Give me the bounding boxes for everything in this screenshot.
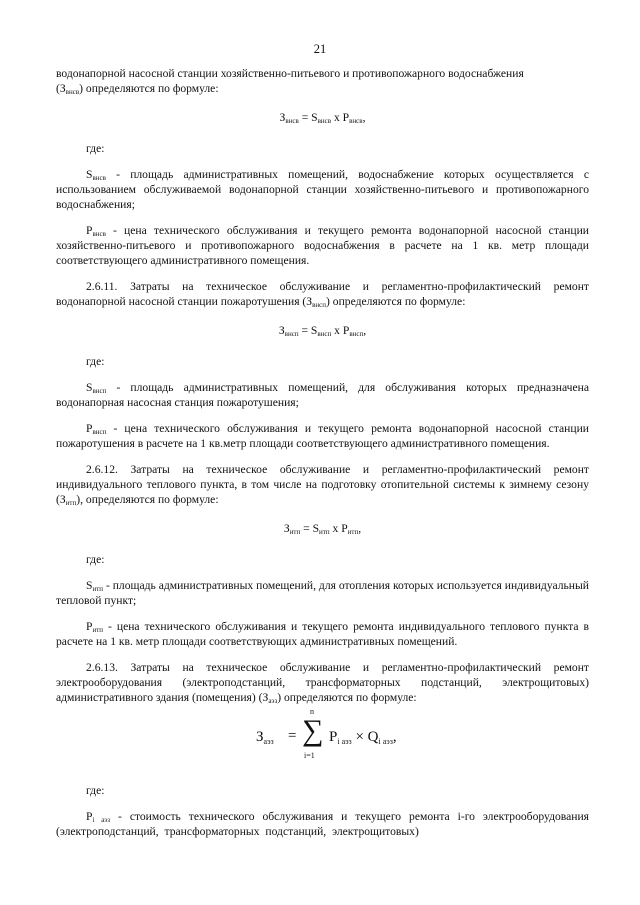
- where-label: где:: [86, 142, 105, 155]
- intro-paragraph: водонапорной насосной станции хозяйственно-питьевого и противопожарного водоснабжения $(З_{внсв})$ определяются по формуле:: [56, 67, 524, 96]
- definition-p-vnsv: $P_{внсв}$ - цена технического обслуживания и текущего ремонта водонапорной насосной станции хозяйственно-питьевого и противопожарного водоснабжения в расчете на 1 кв. метр площади соответствующего административного помещения.: [56, 224, 589, 267]
- sum-sigma-symbol: ∑: [302, 714, 324, 747]
- formula-aez-sum: $З_{аэз}$ = n ∑ i=1 $P_{i аэз} \times Q_{i аэз}$,: [256, 707, 397, 760]
- where-label: где:: [86, 784, 105, 797]
- definition-p-vnsp: $P_{внсп}$ - цена технического обслуживания и текущего ремонта водонапорной насосной станции пожаротушения в расчете на 1 кв.метр площади соответствующего административного помещения.: [56, 422, 589, 450]
- formula-vnsv: $З_{внсв} = S_{внсв}$ x $P_{внсв}$,: [279, 111, 366, 125]
- page-number: 21: [313, 42, 327, 56]
- definition-s-vnsv: $S_{внсв}$ - площадь административных помещений, водоснабжение которых осуществляется с использованием обслуживаемой водонапорной станции хозяйственно-питьевого и противопожарного водоснабжения;: [56, 168, 589, 211]
- section-2-6-13: 2.6.13. Затраты на техническое обслуживание и регламентно-профилактический ремонт электрооборудования (электроподстанций, трансформаторных подстанций, электрощитовых) административного здания (помещения) $(З_{аэз})$ определяются по формуле:: [56, 661, 589, 705]
- section-2-6-12: 2.6.12. Затраты на техническое обслуживание и регламентно-профилактический ремонт индивидуального теплового пункта, в том числе на подготовку отопительной системы к зимнему сезону $(З_{итп})$, определяются по формуле:: [56, 463, 589, 507]
- where-label: где:: [86, 355, 105, 368]
- formula-itp: $З_{итп} = S_{итп}$ x $P_{итп}$,: [283, 522, 362, 536]
- definition-p-itp: $P_{итп}$ - цена технического обслуживания и текущего ремонта индивидуального теплового пункта в расчете на 1 кв. метр площади соответствующих административных помещений.: [56, 620, 589, 648]
- formula-vnsp: $З_{внсп} = S_{внсп}$ x $P_{внсп}$,: [278, 324, 367, 338]
- document-body: [56, 66, 589, 839]
- definition-s-vnsp: $S_{внсп}$ - площадь административных помещений, для обслуживания которых предназначена водонапорная насосная станция пожаротушения;: [56, 381, 589, 409]
- definition-p-aez: $P_{i аэз}$ - стоимость технического обслуживания и текущего ремонта i-го электрооборудования (электроподстанций, трансформаторных подстанций, электрощитовых): [56, 810, 589, 838]
- where-label: где:: [86, 553, 105, 566]
- section-2-6-11: 2.6.11. Затраты на техническое обслуживание и регламентно-профилактический ремонт водонапорной насосной станции пожаротушения $(З_{внсп})$ определяются по формуле:: [56, 280, 589, 309]
- definition-s-itp: $S_{итп}$ - площадь административных помещений, для отопления которых используется индивидуальный тепловой пункт;: [56, 579, 589, 607]
